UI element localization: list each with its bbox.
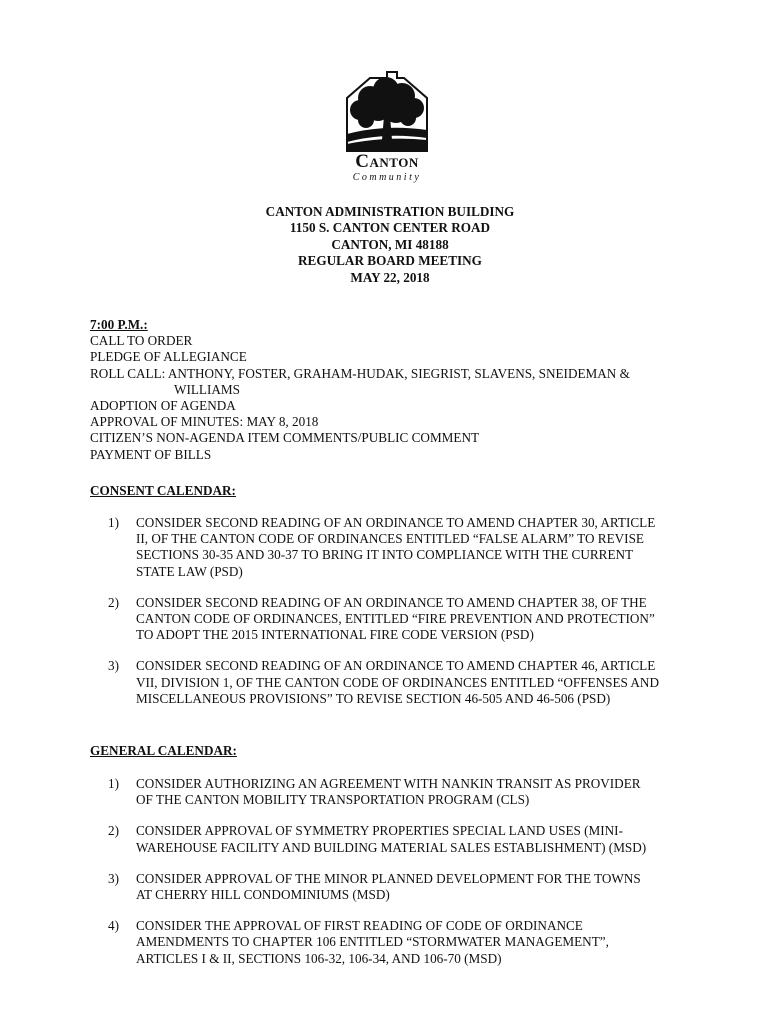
item-line: II, OF THE CANTON CODE OF ORDINANCES ENTITLED “FALSE ALARM” TO REVISE bbox=[136, 531, 644, 547]
item-number: 3) bbox=[108, 658, 119, 674]
item-number: 2) bbox=[108, 594, 119, 610]
item-line: ARTICLES I & II, SECTIONS 106-32, 106-34, AND 106-70 (MSD) bbox=[136, 950, 502, 966]
agenda-item-roll-call: ROLL CALL: ANTHONY, FOSTER, GRAHAM-HUDAK, SIEGRIST, SLAVENS, SNEIDEMAN & bbox=[90, 365, 630, 381]
header-address: 1150 S. CANTON CENTER ROAD bbox=[289, 220, 491, 236]
consent-calendar-list bbox=[108, 515, 708, 722]
item-line: OF THE CANTON MOBILITY TRANSPORTATION PROGRAM (CLS) bbox=[136, 792, 530, 808]
header-city: CANTON, MI 48188 bbox=[331, 236, 449, 252]
item-line: STATE LAW (PSD) bbox=[136, 563, 243, 579]
agenda-item: ADOPTION OF AGENDA bbox=[90, 398, 236, 414]
logo-wordmark: Canton bbox=[355, 151, 419, 172]
general-calendar-list bbox=[108, 776, 708, 982]
consent-calendar-title: CONSENT CALENDAR: bbox=[90, 483, 236, 498]
opening-agenda bbox=[90, 317, 710, 463]
list-item bbox=[108, 515, 708, 580]
item-line: AMENDMENTS TO CHAPTER 106 ENTITLED “STORMWATER MANAGEMENT”, bbox=[136, 934, 609, 950]
header-building: CANTON ADMINISTRATION BUILDING bbox=[265, 204, 515, 219]
list-item bbox=[108, 871, 708, 903]
item-line: CONSIDER THE APPROVAL OF FIRST READING OF CODE OF ORDINANCE bbox=[136, 918, 583, 934]
item-number: 2) bbox=[108, 823, 119, 839]
list-item bbox=[108, 918, 708, 967]
item-line: SECTIONS 30-35 AND 30-37 TO BRING IT INTO COMPLIANCE WITH THE CURRENT bbox=[136, 547, 634, 563]
list-item bbox=[108, 658, 708, 707]
item-line: CONSIDER SECOND READING OF AN ORDINANCE TO AMEND CHAPTER 46, ARTICLE bbox=[136, 658, 656, 674]
item-line: CONSIDER SECOND READING OF AN ORDINANCE TO AMEND CHAPTER 38, OF THE bbox=[136, 594, 647, 610]
item-number: 1) bbox=[108, 515, 119, 530]
logo-tagline: Community bbox=[352, 172, 422, 183]
agenda-item-roll-call-cont: WILLIAMS bbox=[174, 381, 240, 397]
item-number: 1) bbox=[108, 776, 119, 791]
item-line: MISCELLANEOUS PROVISIONS” TO REVISE SECTION 46-505 AND 46-506 (PSD) bbox=[136, 690, 611, 706]
item-line: TO ADOPT THE 2015 INTERNATIONAL FIRE CODE VERSION (PSD) bbox=[136, 627, 534, 643]
agenda-item: CALL TO ORDER bbox=[90, 333, 193, 349]
item-number: 4) bbox=[108, 918, 119, 934]
agenda-item: CITIZEN’S NON-AGENDA ITEM COMMENTS/PUBLIC COMMENT bbox=[90, 430, 480, 446]
list-item bbox=[108, 776, 708, 808]
item-line: VII, DIVISION 1, OF THE CANTON CODE OF ORDINANCES ENTITLED “OFFENSES AND bbox=[136, 674, 659, 690]
item-number: 3) bbox=[108, 870, 119, 886]
meeting-time: 7:00 P.M.: bbox=[90, 317, 148, 332]
header-date: MAY 22, 2018 bbox=[350, 269, 430, 285]
item-line: WAREHOUSE FACILITY AND BUILDING MATERIAL SALES ESTABLISHMENT) (MSD) bbox=[136, 839, 647, 855]
agenda-item: PAYMENT OF BILLS bbox=[90, 446, 212, 462]
item-line: CONSIDER AUTHORIZING AN AGREEMENT WITH NANKIN TRANSIT AS PROVIDER bbox=[136, 776, 641, 791]
item-line: CONSIDER SECOND READING OF AN ORDINANCE TO AMEND CHAPTER 30, ARTICLE bbox=[136, 515, 656, 530]
item-line: CONSIDER APPROVAL OF SYMMETRY PROPERTIES SPECIAL LAND USES (MINI- bbox=[136, 823, 623, 839]
item-line: CANTON CODE OF ORDINANCES, ENTITLED “FIRE PREVENTION AND PROTECTION” bbox=[136, 611, 655, 627]
canton-logo bbox=[330, 68, 444, 192]
header-meeting: REGULAR BOARD MEETING bbox=[298, 253, 482, 269]
agenda-item: APPROVAL OF MINUTES: MAY 8, 2018 bbox=[90, 414, 319, 430]
list-item bbox=[108, 823, 708, 855]
general-calendar-title: GENERAL CALENDAR: bbox=[90, 743, 237, 758]
list-item bbox=[108, 595, 708, 644]
meeting-header bbox=[0, 204, 770, 286]
agenda-item: PLEDGE OF ALLEGIANCE bbox=[90, 349, 247, 365]
item-line: CONSIDER APPROVAL OF THE MINOR PLANNED DEVELOPMENT FOR THE TOWNS bbox=[136, 870, 641, 886]
tree-icon bbox=[330, 68, 444, 152]
item-line: AT CHERRY HILL CONDOMINIUMS (MSD) bbox=[136, 887, 390, 903]
